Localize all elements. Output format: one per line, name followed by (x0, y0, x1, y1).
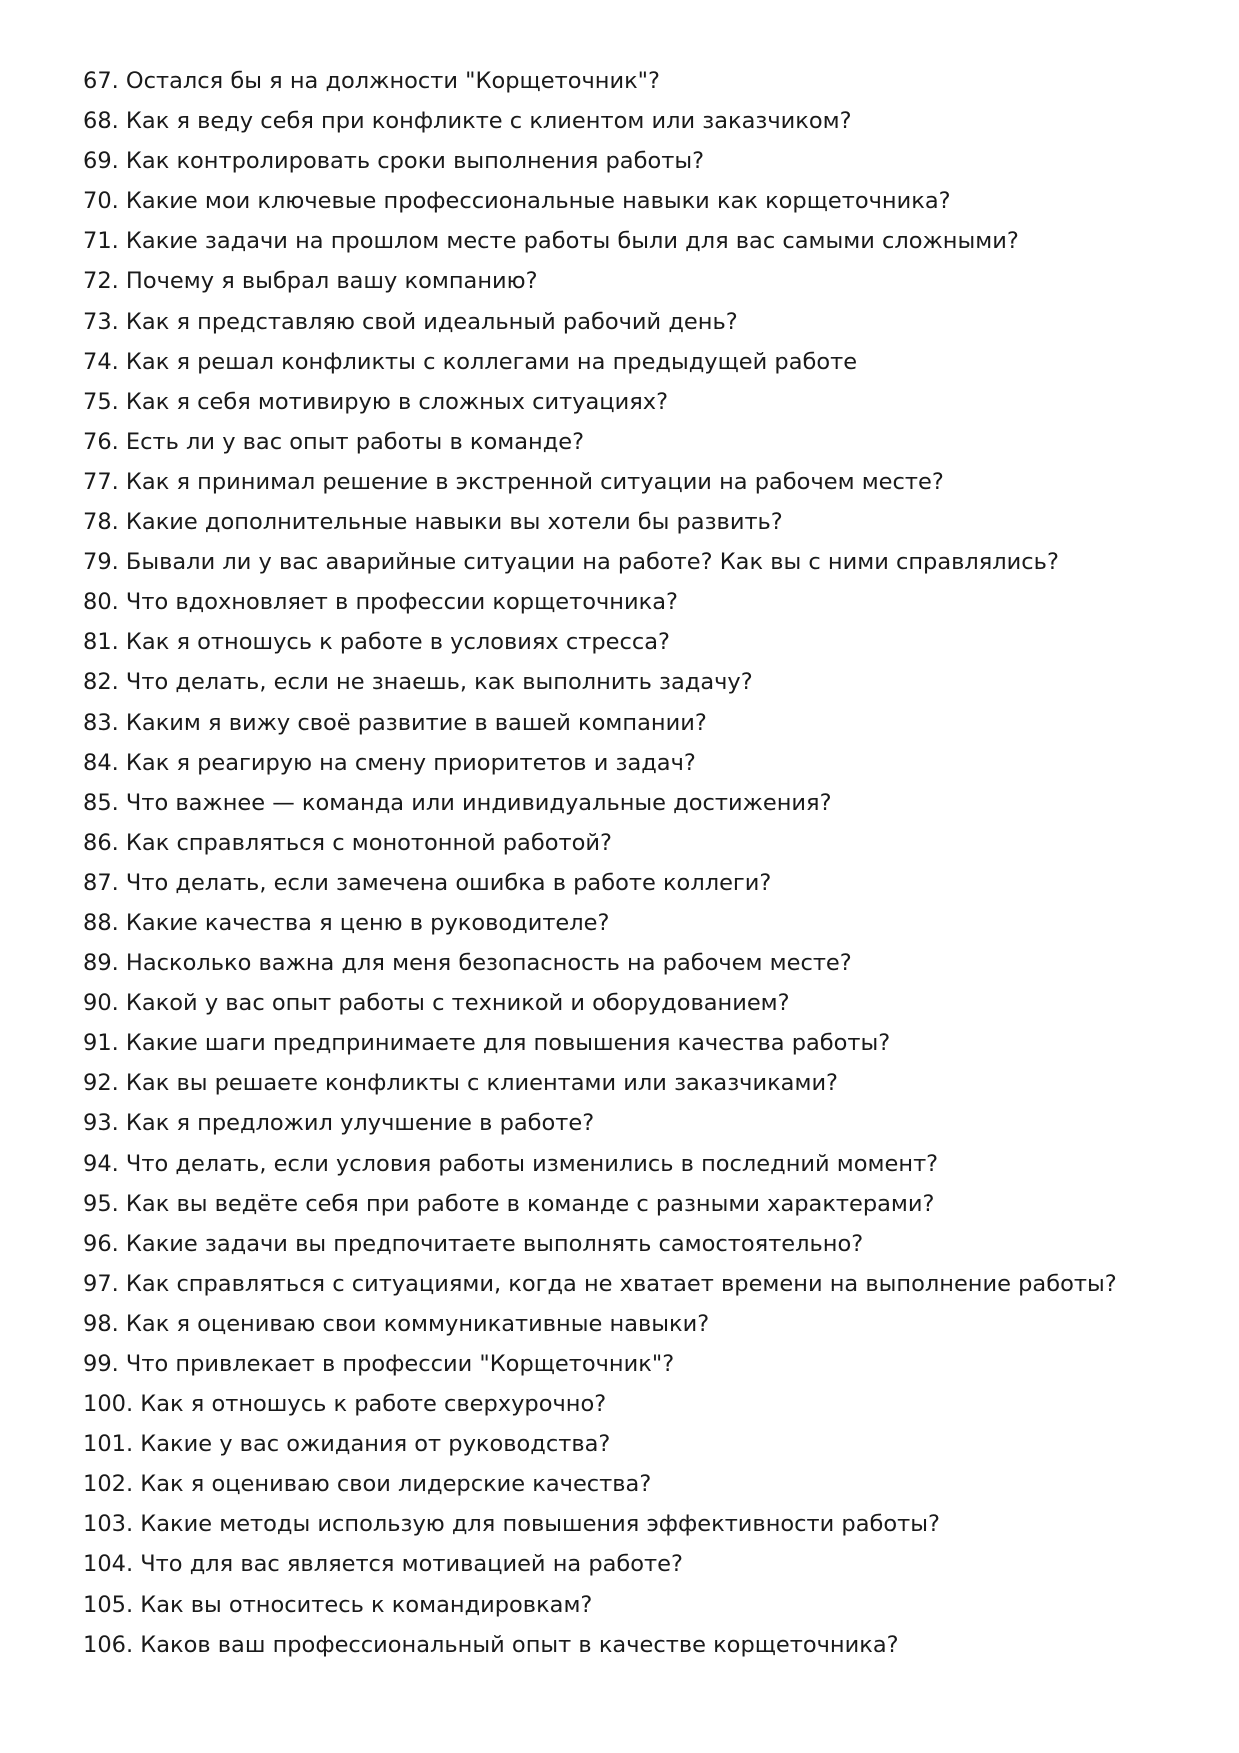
question-item: 72. Почему я выбрал вашу компанию? (83, 268, 538, 295)
question-item: 106. Каков ваш профессиональный опыт в качестве корщеточника? (83, 1631, 899, 1658)
question-item: 83. Каким я вижу своё развитие в вашей компании? (83, 709, 707, 736)
question-item: 75. Как я себя мотивирую в сложных ситуациях? (83, 388, 669, 415)
question-item: 100. Как я отношусь к работе сверхурочно? (83, 1391, 607, 1418)
question-item: 69. Как контролировать сроки выполнения работы? (83, 148, 705, 175)
question-item: 70. Какие мои ключевые профессиональные навыки как корщеточника? (83, 188, 951, 215)
question-item: 94. Что делать, если условия работы изменились в последний момент? (83, 1150, 939, 1177)
question-item: 99. Что привлекает в профессии "Корщеточник"? (83, 1351, 675, 1377)
question-item: 98. Как я оцениваю свои коммуникативные навыки? (83, 1310, 710, 1337)
question-item: 96. Какие задачи вы предпочитаете выполнять самостоятельно? (83, 1230, 864, 1257)
question-item: 79. Бывали ли у вас аварийные ситуации на работе? Как вы с ними справлялись? (83, 549, 1059, 576)
question-item: 74. Как я решал конфликты с коллегами на предыдущей работе (83, 348, 858, 375)
question-item: 76. Есть ли у вас опыт работы в команде? (83, 428, 585, 455)
question-item: 85. Что важнее — команда или индивидуальные достижения? (83, 789, 832, 816)
question-item: 68. Как я веду себя при конфликте с клиентом или заказчиком? (83, 108, 852, 135)
question-item: 88. Какие качества я ценю в руководителе? (83, 909, 610, 936)
question-item: 105. Как вы относитесь к командировкам? (83, 1591, 593, 1618)
question-list (83, 61, 1117, 1665)
question-item: 95. Как вы ведёте себя при работе в команде с разными характерами? (83, 1190, 935, 1217)
question-item: 82. Что делать, если не знаешь, как выполнить задачу? (83, 669, 753, 696)
question-item: 73. Как я представляю свой идеальный рабочий день? (83, 308, 738, 335)
question-item: 67. Остался бы я на должности "Корщеточник"? (83, 68, 660, 94)
question-item: 97. Как справляться с ситуациями, когда не хватает времени на выполнение работы? (83, 1270, 1117, 1297)
question-item: 101. Какие у вас ожидания от руководства? (83, 1431, 611, 1458)
question-item: 104. Что для вас является мотивацией на работе? (83, 1551, 683, 1578)
question-item: 80. Что вдохновляет в профессии корщеточника? (83, 589, 678, 616)
question-item: 81. Как я отношусь к работе в условиях стресса? (83, 629, 670, 656)
question-item: 78. Какие дополнительные навыки вы хотели бы развить? (83, 509, 783, 536)
question-item: 102. Как я оцениваю свои лидерские качества? (83, 1471, 652, 1498)
question-item: 84. Как я реагирую на смену приоритетов и задач? (83, 749, 696, 776)
question-item: 93. Как я предложил улучшение в работе? (83, 1110, 595, 1137)
question-item: 77. Как я принимал решение в экстренной ситуации на рабочем месте? (83, 468, 944, 495)
question-item: 89. Насколько важна для меня безопасность на рабочем месте? (83, 950, 852, 977)
question-item: 91. Какие шаги предпринимаете для повышения качества работы? (83, 1030, 891, 1057)
question-item: 87. Что делать, если замечена ошибка в работе коллеги? (83, 869, 772, 896)
question-item: 71. Какие задачи на прошлом месте работы были для вас самыми сложными? (83, 228, 1019, 255)
question-item: 103. Какие методы использую для повышения эффективности работы? (83, 1511, 940, 1538)
question-item: 90. Какой у вас опыт работы с техникой и оборудованием? (83, 990, 790, 1017)
question-item: 86. Как справляться с монотонной работой? (83, 829, 612, 856)
question-item: 92. Как вы решаете конфликты с клиентами или заказчиками? (83, 1070, 839, 1097)
